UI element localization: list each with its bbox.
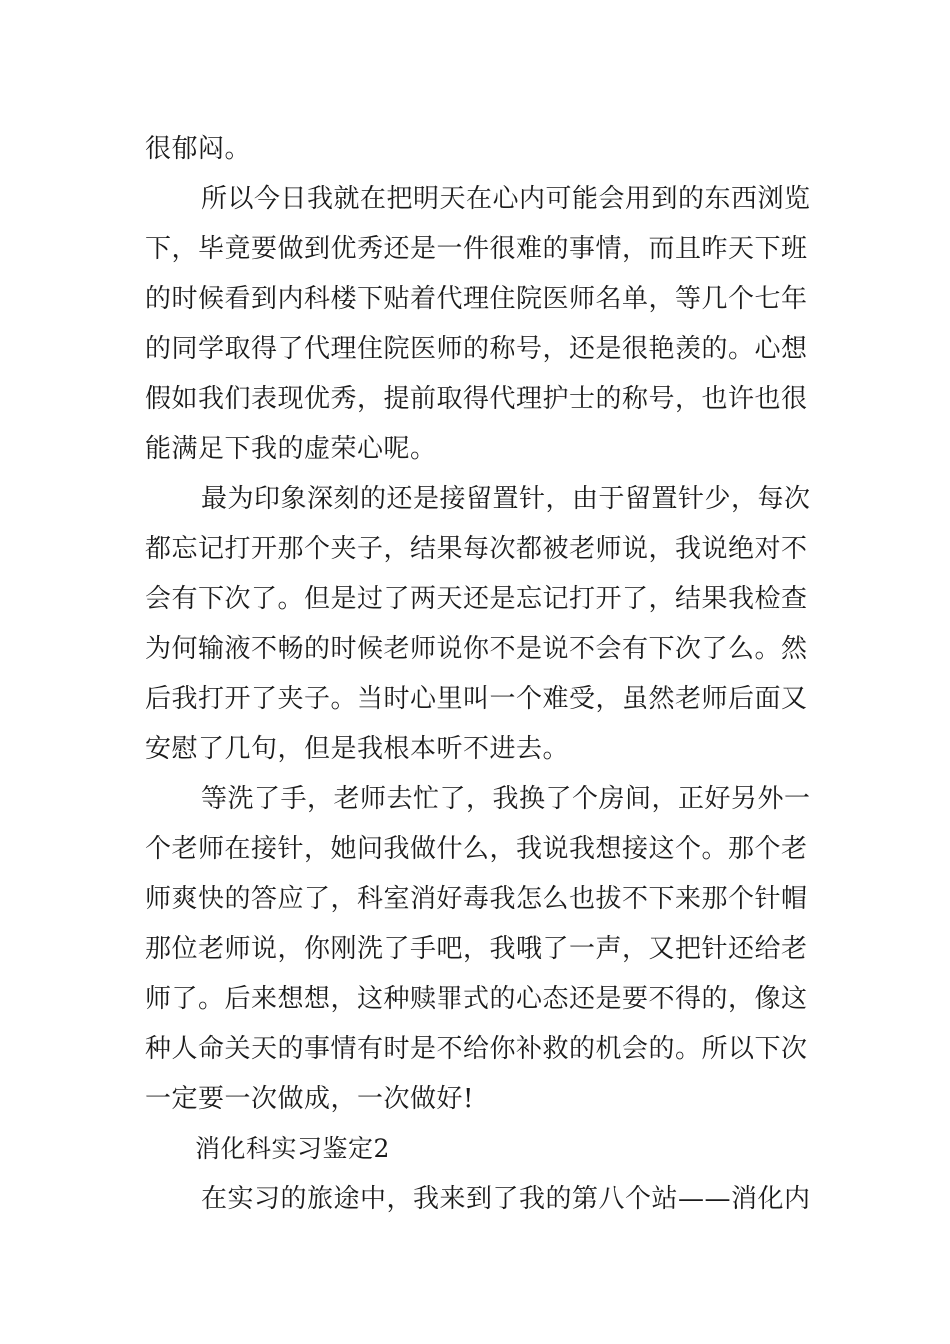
text-line: 师了。后来想想，这种赎罪式的心态还是要不得的，像这 [145,984,808,1014]
text-line: 最为印象深刻的还是接留置针，由于留置针少，每次 [201,484,811,514]
document-body [145,124,810,1224]
text-line: 下，毕竟要做到优秀还是一件很难的事情，而且昨天下班 [145,234,808,264]
text-line: 那位老师说，你刚洗了手吧，我哦了一声，又把针还给老 [145,934,808,964]
section-heading: 消化科实习鉴定2 [195,1134,390,1163]
text-line: 个老师在接针，她问我做什么，我说我想接这个。那个老 [145,834,808,864]
text-line: 等洗了手，老师去忙了，我换了个房间，正好另外一 [201,784,811,814]
section-heading-block [145,1124,810,1174]
text-line: 一定要一次做成，一次做好! [145,1084,474,1114]
text-line: 都忘记打开那个夹子，结果每次都被老师说，我说绝对不 [145,534,808,564]
text-line: 师爽快的答应了，科室消好毒我怎么也拔不下来那个针帽 [145,884,808,914]
text-line: 为何输液不畅的时候老师说你不是说不会有下次了么。然 [145,634,808,664]
paragraph-1 [145,124,810,174]
text-line: 安慰了几句，但是我根本听不进去。 [145,734,570,764]
text-line: 的同学取得了代理住院医师的称号，还是很艳羡的。心想 [145,334,808,364]
text-line: 种人命关天的事情有时是不给你补救的机会的。所以下次 [145,1034,808,1064]
text-line: 很郁闷。 [145,134,252,164]
text-line: 会有下次了。但是过了两天还是忘记打开了，结果我检查 [145,584,808,614]
text-line: 的时候看到内科楼下贴着代理住院医师名单，等几个七年 [145,284,808,314]
text-line: 所以今日我就在把明天在心内可能会用到的东西浏览 [201,184,811,214]
text-line: 能满足下我的虚荣心呢。 [145,434,437,464]
paragraph-4 [145,774,810,1124]
paragraph-5 [145,1174,810,1224]
paragraph-3 [145,474,810,774]
text-line: 假如我们表现优秀，提前取得代理护士的称号，也许也很 [145,384,808,414]
text-line: 后我打开了夹子。当时心里叫一个难受，虽然老师后面又 [145,684,808,714]
paragraph-2 [145,174,810,474]
text-line: 在实习的旅途中，我来到了我的第八个站——消化内 [201,1184,811,1214]
